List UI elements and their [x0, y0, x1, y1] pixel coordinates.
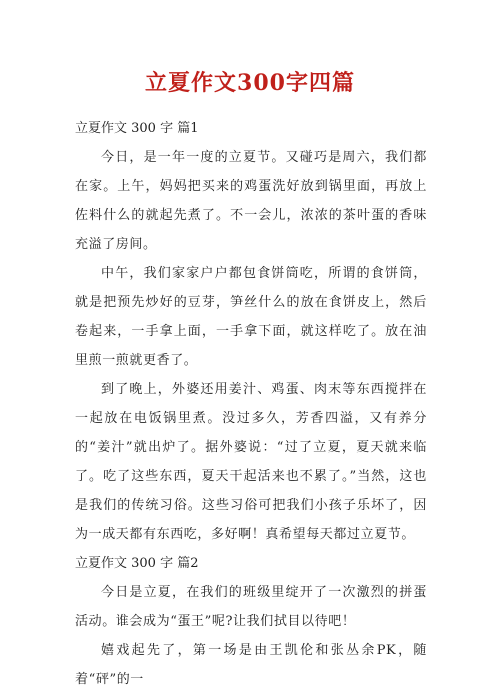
document-title: 立夏作文300字四篇: [145, 70, 355, 96]
paragraph: 中午，我们家家户户都包食饼筒吃，所谓的食饼筒，就是把预先炒好的豆芽，笋丝什么的放在食饼皮上，然后卷起来，一手拿上面，一手拿下面，就这样吃了。放在油里煎一煎就更香了。: [75, 266, 427, 368]
section-heading: 立夏作文 300 字 篇1: [75, 121, 199, 136]
paragraph: 到了晚上，外婆还用姜汁、鸡蛋、肉末等东西搅拌在一起放在电饭锅里煮。没过多久，芳香四溢，又有养分的“姜汁”就出炉了。据外婆说：“过了立夏，夏天就来临了。吃了这些东西，夏天干起活来也不累了。”当然，这也是我们的传统习俗。这些习俗可把我们小孩子乐坏了，因为一成天都有东西吃，多好啊！真希望每天都过立夏节。: [75, 382, 427, 542]
paragraph: 嬉戏起先了，第一场是由王凯伦和张丛余PK，随着“砰”的一: [75, 643, 427, 687]
paragraph: 今日是立夏，在我们的班级里绽开了一次激烈的拼蛋活动。谁会成为“蛋王”呢?让我们拭目以待吧！: [75, 585, 427, 629]
document-body: [75, 114, 427, 694]
paragraph: 今日，是一年一度的立夏节。又碰巧是周六，我们都在家。上午，妈妈把买来的鸡蛋洗好放到锅里面，再放上佐料什么的就起先煮了。不一会儿，浓浓的茶叶蛋的香味充溢了房间。: [75, 150, 427, 252]
section-heading: 立夏作文 300 字 篇2: [75, 556, 199, 571]
